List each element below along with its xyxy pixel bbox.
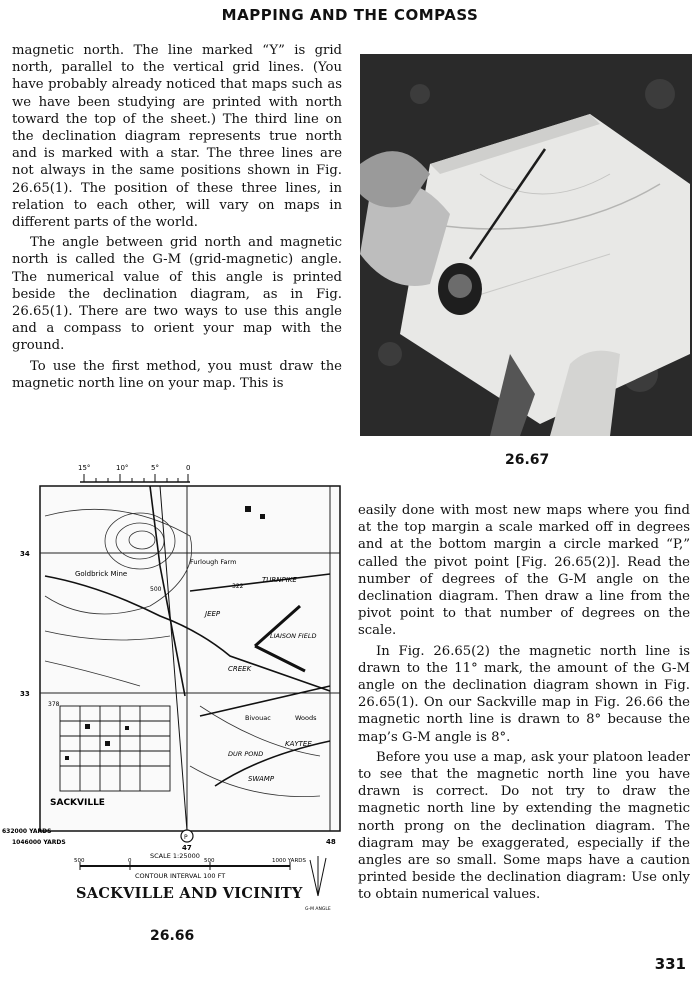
contour-interval-label: CONTOUR INTERVAL 100 FT bbox=[135, 872, 226, 880]
figure-caption: 26.67 bbox=[505, 452, 550, 468]
page-number: 331 bbox=[654, 955, 686, 973]
place-name: SACKVILLE bbox=[50, 798, 105, 808]
place-name: TURNPIKE bbox=[262, 576, 297, 584]
paragraph: Before you use a map, ask your platoon leader to see that the magnetic north line you have drawn is correct. Do not try to draw the magnetic north line by extending the magnetic north prong on the declination diagram. The diagram may be exaggerated, especially if the angles are so small. Some maps have a caution printed beside the declination diagram: Use only to obtain numerical values. bbox=[358, 749, 690, 903]
paragraph: easily done with most new maps where you find at the top margin a scale marked off in degrees and at the bottom margin a circle marked “P,” called the pivot point [Fig. 26.65(2)]. Read the number of degrees of the G-M angle on the declination diagram. Then draw a line from the pivot point to that number of degrees on the scale. bbox=[358, 503, 690, 639]
left-text-column bbox=[12, 42, 342, 395]
grid-label: 47 bbox=[182, 844, 192, 852]
place-name: LIAISON FIELD bbox=[270, 632, 317, 640]
place-name: Woods bbox=[295, 714, 317, 722]
place-name: SWAMP bbox=[248, 775, 275, 783]
map-title: SACKVILLE AND VICINITY bbox=[76, 885, 303, 902]
elevation-label: 322 bbox=[232, 583, 244, 590]
paragraph: In Fig. 26.65(2) the magnetic north line is drawn to the 11° mark, the amount of the G-M angle on the declination diagram shown in Fig. 26.65(1). On our Sackville map in Fig. 26.66 the magnetic north line is drawn to 8° because the map’s G-M angle is 8°. bbox=[358, 643, 690, 745]
place-name: Furlough Farm bbox=[190, 558, 237, 566]
scale-tick-label: 0 bbox=[186, 464, 191, 472]
grid-label: 1046000 YARDS bbox=[12, 839, 66, 846]
grid-label: 34 bbox=[20, 550, 30, 558]
elevation-label: 378 bbox=[48, 701, 60, 708]
right-text-column bbox=[358, 502, 690, 907]
scale-tick-label: 15° bbox=[78, 464, 91, 472]
grid-label: 632000 YARDS bbox=[2, 828, 52, 835]
paragraph: magnetic north. The line marked “Y” is grid north, parallel to the vertical grid lines. (You have probably already noticed that maps such as we have been studying are printed with north toward the top of the sheet.) The third line on the declination diagram represents true north and is marked with a star. The three lines are not always in the same positions shown in Fig. 26.65(1). The position of these three lines, in relation to each other, will vary on maps in different parts of the world. bbox=[12, 43, 342, 231]
scale-tick-label: 500 bbox=[204, 858, 215, 864]
place-name: CREEK bbox=[228, 665, 252, 673]
pivot-label: P bbox=[184, 834, 188, 841]
contour-label: 500 bbox=[150, 586, 162, 593]
sackville-map bbox=[0, 456, 352, 930]
figure-caption: 26.66 bbox=[150, 928, 195, 944]
grid-label: 33 bbox=[20, 690, 30, 698]
place-name: DUR POND bbox=[228, 750, 264, 758]
place-name: KAYTEE bbox=[285, 740, 312, 748]
scale-tick-label: 1000 YARDS bbox=[272, 858, 306, 864]
photo-compass-on-map bbox=[360, 54, 692, 436]
paragraph: To use the first method, you must draw the magnetic north line on your map. This is bbox=[12, 358, 342, 391]
paragraph: The angle between grid north and magnetic north is called the G-M (grid-magnetic) angle. The numerical value of this angle is printed beside the declination diagram, as in Fig. 26.65(1). There are two ways to use this angle and a compass to orient your map with the ground. bbox=[12, 235, 342, 354]
place-name: JEEP bbox=[205, 610, 221, 618]
scale-tick-label: 500 bbox=[74, 858, 85, 864]
place-name: Goldbrick Mine bbox=[75, 570, 128, 578]
scale-tick-label: 0 bbox=[128, 858, 132, 864]
gm-angle-label: G-M ANGLE bbox=[305, 907, 331, 912]
running-header: MAPPING AND THE COMPASS bbox=[221, 6, 479, 24]
scale-tick-label: 5° bbox=[151, 464, 159, 472]
grid-label: 48 bbox=[326, 838, 336, 846]
place-name: Bivouac bbox=[245, 714, 271, 722]
scale-tick-label: 10° bbox=[116, 464, 129, 472]
map-scale-label: SCALE 1:25000 bbox=[150, 852, 200, 860]
